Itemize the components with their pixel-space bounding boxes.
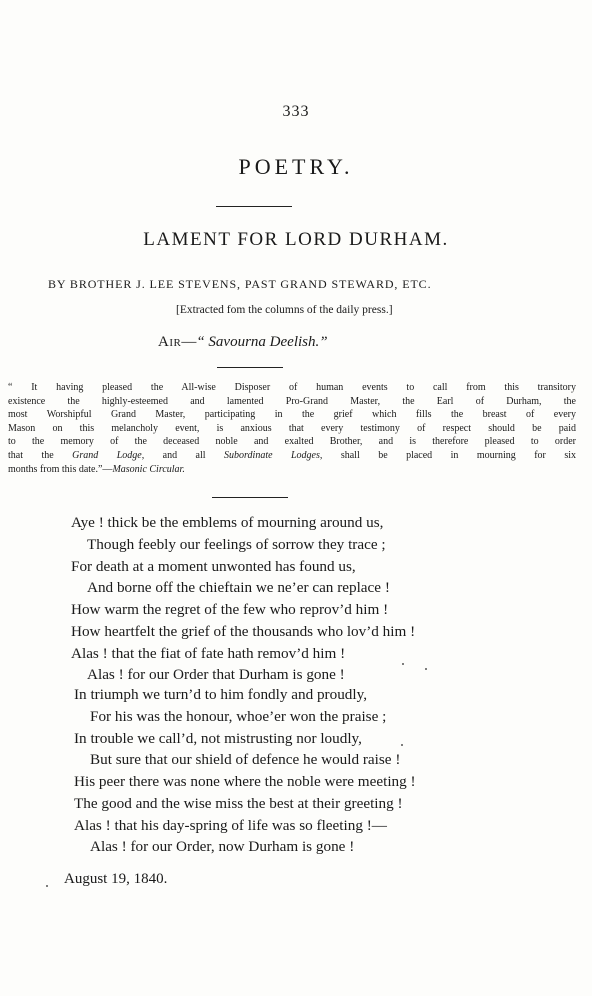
verse-line: For his was the honour, whoe’er won the praise ; [90, 708, 387, 725]
source-note: [Extracted fom the columns of the daily press.] [176, 304, 393, 316]
print-speck [401, 744, 403, 746]
verse-line: The good and the wise miss the best at their greeting ! [74, 795, 403, 812]
notice-italic: Grand Lodge, [72, 449, 145, 461]
verse-line: Alas ! for our Order, now Durham is gone ! [90, 838, 355, 855]
notice-line [8, 463, 576, 477]
verse-line: Alas ! that the fiat of fate hath remov’d him ! [71, 645, 346, 662]
notice-line: most Worshipful Grand Master, participating in the grief which fills the breast of every [8, 409, 576, 421]
verse-line: Alas ! for our Order that Durham is gone ! [87, 666, 345, 683]
verse-line: In trouble we call’d, not mistrusting nor loudly, [74, 730, 362, 747]
notice-italic: Subordinate Lodges, [224, 449, 323, 461]
notice-source: Masonic Circular. [112, 463, 185, 475]
divider-rule [212, 497, 288, 498]
verse-line: How heartfelt the grief of the thousands who lov’d him ! [71, 623, 416, 640]
tune-dash: — [181, 334, 197, 350]
author-byline: BY BROTHER J. LEE STEVENS, PAST GRAND STEWARD, ETC. [48, 277, 432, 291]
dateline: August 19, 1840. [64, 871, 168, 887]
verse-line: How warm the regret of the few who reprov’d him ! [71, 601, 389, 618]
notice-line: “ It having pleased the All-wise Disposer of human events to call from this transitory [8, 382, 576, 393]
print-speck [425, 668, 427, 670]
verse-line: For death at a moment unwonted has found us, [71, 558, 356, 575]
print-speck [46, 885, 48, 887]
notice-text: shall be placed in mourning for six [322, 449, 576, 461]
verse-line: But sure that our shield of defence he would raise ! [90, 751, 401, 768]
print-speck [402, 663, 404, 665]
verse-line: Though feebly our feelings of sorrow they trace ; [87, 536, 386, 553]
tune-name: “ Savourna Deelish.” [196, 334, 328, 350]
divider-rule [217, 367, 283, 368]
verse-line: His peer there was none where the noble were meeting ! [74, 773, 416, 790]
verse-line: And borne off the chieftain we ne’er can replace ! [87, 579, 390, 596]
page-number: 333 [282, 103, 310, 120]
notice-line: to the memory of the deceased noble and exalted Brother, and is therefore pleased to order [8, 436, 576, 448]
verse-line: Aye ! thick be the emblems of mourning around us, [71, 514, 384, 531]
tune-label: Air [158, 334, 182, 350]
notice-text: that the [8, 449, 73, 461]
masonic-circular-notice [8, 381, 576, 476]
divider-rule [216, 206, 292, 207]
tune-line [158, 334, 328, 351]
notice-line: existence the highly-esteemed and lamented Pro-Grand Master, the Earl of Durham, the [8, 395, 576, 407]
verse-line: In triumph we turn’d to him fondly and proudly, [74, 686, 368, 703]
poem-title: LAMENT FOR LORD DURHAM. [143, 229, 449, 250]
section-title: POETRY. [238, 154, 354, 179]
verse-line: Alas ! that his day-spring of life was so fleeting !— [74, 817, 387, 834]
notice-line [8, 449, 576, 463]
notice-text: months from this date.”— [8, 463, 113, 475]
notice-line: Mason on this melancholy event, is anxious that every testimony of respect should be paid [8, 422, 576, 434]
notice-text: and all [144, 449, 225, 461]
